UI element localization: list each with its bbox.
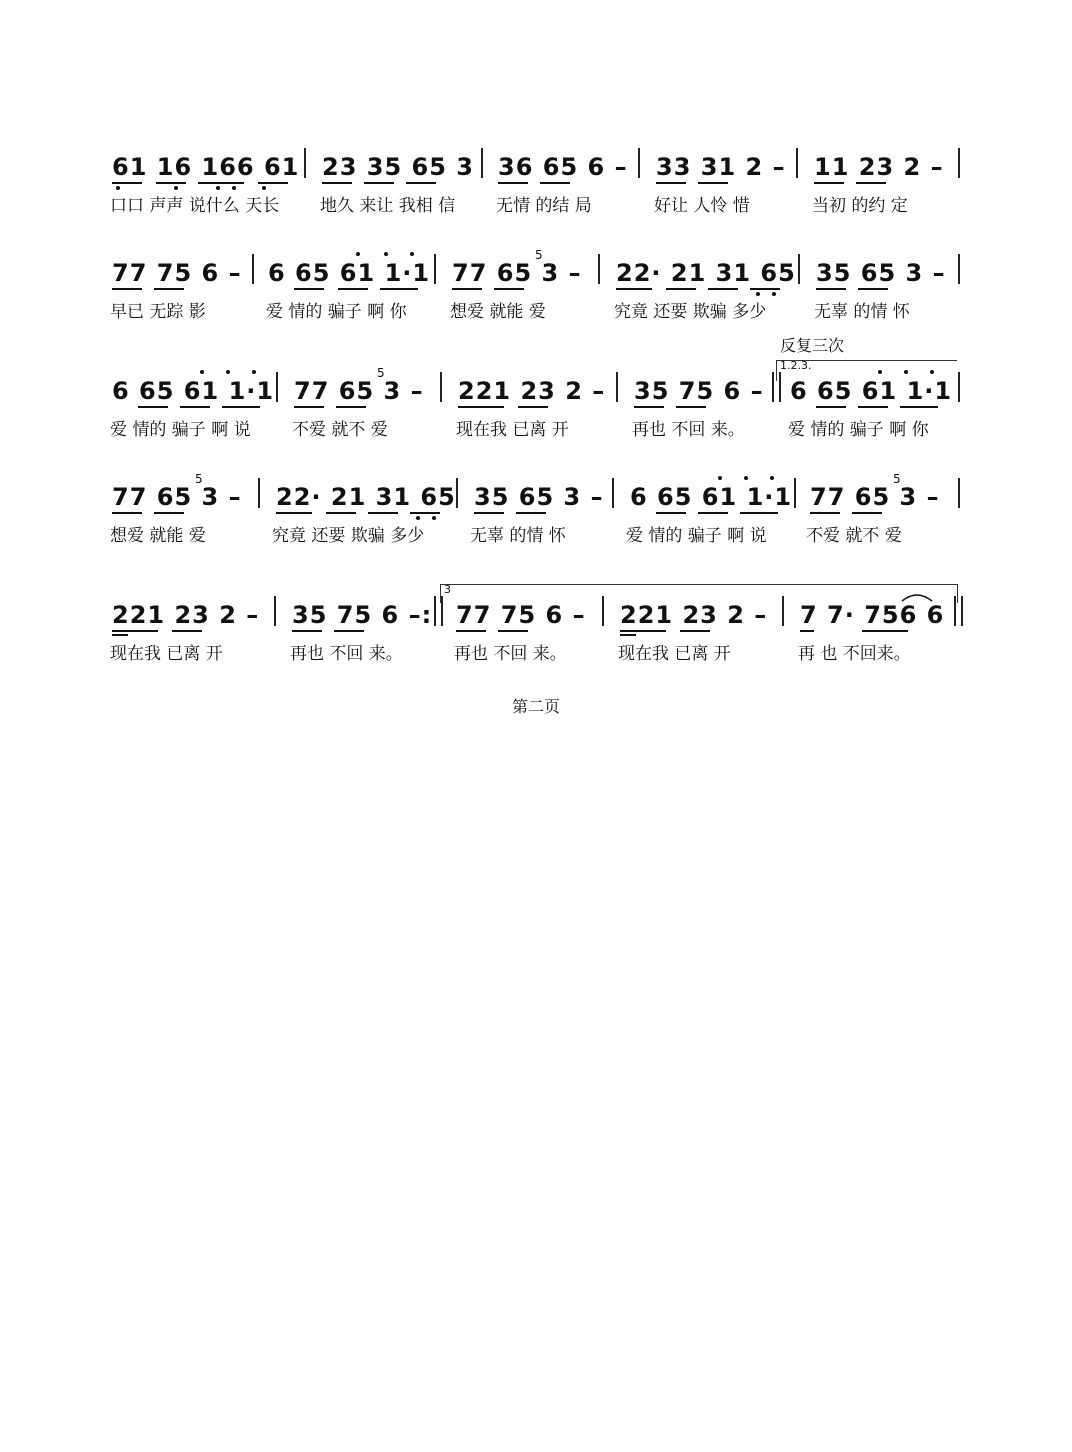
beam-underline [292,630,322,632]
measure: 6 65 61 1·1 [112,377,275,405]
barline [638,148,640,178]
barline [258,478,260,508]
lyric: 口口 声声 说什么 天长 [110,196,280,216]
measure: 6 65 61 1·1 [268,259,431,287]
beam-underline [740,512,778,514]
beam-underline [180,406,210,408]
lyric: 再也 不回 来。 [632,420,745,440]
octave-dot [384,252,388,256]
beam-underline [406,182,436,184]
beam-underline [634,406,664,408]
beam-underline [338,288,368,290]
lyric: 究竟 还要 欺骗 多少 [614,302,767,322]
beam-underline [814,182,844,184]
lyric: 究竟 还要 欺骗 多少 [272,526,425,546]
beam-underline [816,288,846,290]
measure: 77 65 3 – [810,483,940,511]
beam-underline [198,182,244,184]
octave-dot [226,370,230,374]
octave-dot [772,292,776,296]
beam-underline [156,182,186,184]
octave-dot [116,186,120,190]
lyric: 现在我 已离 开 [456,420,569,440]
beam-underline [698,182,728,184]
beam-underline [322,182,352,184]
measure: 61 16 166 61 [112,153,300,181]
beam-underline [518,406,548,408]
beam-underline [852,512,882,514]
barline [958,372,960,402]
beam-underline [516,512,546,514]
beam-underline [294,288,324,290]
beam-underline [334,630,364,632]
octave-dot [744,476,748,480]
barline [276,372,278,402]
lyric: 早已 无踪 影 [110,302,206,322]
lyric: 爱 情的 骗子 啊 你 [788,420,929,440]
measure: 35 75 6 – [634,377,764,405]
barline [612,478,614,508]
page-footer: 第二页 [511,697,560,716]
beam-underline [540,182,570,184]
lyric: 现在我 已离 开 [618,644,731,664]
tie-arc [900,592,934,602]
beam-underline [326,512,356,514]
repeat-caption: 反复三次 [780,336,845,355]
barline [434,254,436,284]
beam-underline [698,512,728,514]
beam-underline [258,182,288,184]
barline [796,148,798,178]
beam-underline [708,288,738,290]
lyric: 现在我 已离 开 [110,644,223,664]
beam-underline [810,512,840,514]
octave-dot [356,252,360,256]
beam-underline [862,630,908,632]
barline [598,254,600,284]
measure: 77 65 3 – [452,259,582,287]
barline [481,148,483,178]
measure: 77 65 3 – [294,377,424,405]
barline [958,254,960,284]
octave-dot [252,370,256,374]
volta-label: 1.2.3. [780,359,812,372]
octave-dot [416,516,420,520]
measure: 23 35 65 3 [322,153,474,181]
measure: 35 65 3 – [474,483,604,511]
beam-underline [276,512,312,514]
barline [602,596,604,626]
beam-underline [750,288,780,290]
lyric: 再也 不回 来。 [290,644,403,664]
beam-underline [816,406,846,408]
beam-underline [222,406,260,408]
beam-underline [368,512,398,514]
lyric: 好让 人怜 惜 [654,196,750,216]
beam-underline [154,288,184,290]
measure: 22· 21 31 65 [276,483,456,511]
beam-underline [112,512,142,514]
barline [798,254,800,284]
measure: 35 75 6 –: [292,601,433,629]
measure: 221 23 2 – [112,601,260,629]
measure: 33 31 2 – [656,153,786,181]
repeat-end-barline [434,596,443,626]
beam-underline [676,406,706,408]
grace-note: 5 [535,248,543,262]
barline [440,372,442,402]
lyric: 不爱 就不 爱 [806,526,902,546]
volta-label: 3 [444,583,451,596]
grace-note: 5 [377,366,385,380]
beam-underline [856,182,886,184]
octave-dot [232,186,236,190]
barline [304,148,306,178]
beam-underline [498,630,528,632]
lyric: 再 也 不回来。 [798,644,911,664]
octave-dot [878,370,882,374]
beam-underline [456,630,486,632]
octave-dot [174,186,178,190]
barline [794,478,796,508]
barline [252,254,254,284]
beam-underline [294,406,324,408]
beam-underline [498,182,528,184]
octave-dot [756,292,760,296]
beam-underline [666,288,696,290]
beam-underline [800,630,814,632]
beam-underline [380,288,418,290]
repeat-start-barline [772,372,781,402]
beam-underline [858,406,888,408]
barline [456,478,458,508]
lyric: 再也 不回 来。 [454,644,567,664]
beam-underline [336,406,366,408]
octave-dot [718,476,722,480]
lyric: 不爱 就不 爱 [292,420,388,440]
lyric: 想爱 就能 爱 [450,302,546,322]
measure: 22· 21 31 65 [616,259,796,287]
barline [958,478,960,508]
measure: 77 75 6 – [112,259,242,287]
beam-underline [112,630,158,632]
lyric: 爱 情的 骗子 啊 说 [626,526,767,546]
octave-dot [904,370,908,374]
beam-underline [680,630,710,632]
beam-underline [172,630,202,632]
beam-underline [858,288,888,290]
measure: 36 65 6 – [498,153,628,181]
octave-dot [200,370,204,374]
measure: 7 7· 756 6 [800,601,945,629]
octave-dot [410,252,414,256]
measure: 77 75 6 – [456,601,586,629]
beam-underline [616,288,652,290]
beam-underline [410,512,440,514]
octave-dot [432,516,436,520]
final-barline [954,596,963,626]
measure: 35 65 3 – [816,259,946,287]
barline [958,148,960,178]
lyric: 爱 情的 骗子 啊 说 [110,420,251,440]
beam-underline [154,512,184,514]
beam-underline [138,406,168,408]
beam-underline [452,288,482,290]
barline [274,596,276,626]
barline [616,372,618,402]
beam-underline [656,182,686,184]
measure: 11 23 2 – [814,153,944,181]
measure: 77 65 3 – [112,483,242,511]
measure: 221 23 2 – [620,601,768,629]
lyric: 无情 的结 局 [496,196,592,216]
measure: 221 23 2 – [458,377,606,405]
grace-note: 5 [893,472,901,486]
beam-underline [494,288,524,290]
lyric: 地久 来让 我相 信 [320,196,456,216]
beam-underline [620,634,636,636]
beam-underline [112,634,128,636]
beam-underline [900,406,938,408]
beam-underline [364,182,394,184]
beam-underline [474,512,504,514]
beam-underline [458,406,504,408]
lyric: 爱 情的 骗子 啊 你 [266,302,407,322]
beam-underline [112,182,142,184]
beam-underline [620,630,666,632]
lyric: 当初 的约 定 [812,196,908,216]
barline [782,596,784,626]
measure: 6 65 61 1·1 [630,483,793,511]
measure: 6 65 61 1·1 [790,377,953,405]
beam-underline [112,288,142,290]
beam-underline [656,512,686,514]
octave-dot [930,370,934,374]
octave-dot [770,476,774,480]
octave-dot [262,186,266,190]
lyric: 无辜 的情 怀 [814,302,910,322]
lyric: 想爱 就能 爱 [110,526,206,546]
octave-dot [216,186,220,190]
lyric: 无辜 的情 怀 [470,526,566,546]
grace-note: 5 [195,472,203,486]
